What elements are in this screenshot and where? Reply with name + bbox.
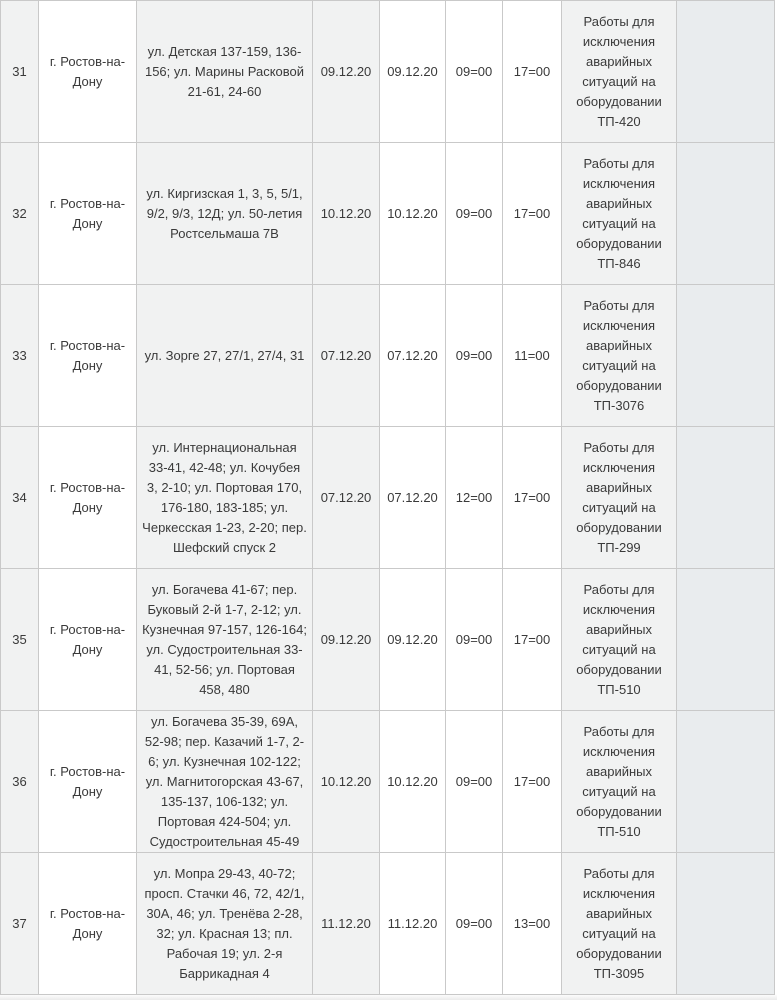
reason-cell: Работы для исключения аварийных ситуаций на оборудовании ТП-3095 [562, 853, 677, 995]
table-row [1, 427, 775, 569]
time-end-cell: 11=00 [503, 285, 562, 427]
date-start-cell: 07.12.20 [313, 427, 380, 569]
time-start-cell: 09=00 [446, 1, 503, 143]
row-number: 32 [1, 143, 39, 285]
reason-cell: Работы для исключения аварийных ситуаций на оборудовании ТП-299 [562, 427, 677, 569]
row-number: 31 [1, 1, 39, 143]
city-cell: г. Ростов-на-Дону [39, 427, 137, 569]
extra-cell [677, 427, 775, 569]
time-start-cell: 09=00 [446, 143, 503, 285]
row-number: 34 [1, 427, 39, 569]
date-start-cell: 09.12.20 [313, 1, 380, 143]
time-end-cell: 17=00 [503, 711, 562, 853]
date-start-cell: 09.12.20 [313, 569, 380, 711]
streets-cell: ул. Богачева 35-39, 69А, 52-98; пер. Казачий 1-7, 2-6; ул. Кузнечная 102-122; ул. Магнитогорская 43-67, 135-137, 106-132; ул. Портовая 424-504; ул. Судостроительная 45-49 [137, 711, 313, 853]
date-start-cell: 10.12.20 [313, 143, 380, 285]
date-end-cell: 11.12.20 [380, 853, 446, 995]
time-end-cell: 13=00 [503, 853, 562, 995]
extra-cell [677, 285, 775, 427]
table-row [1, 569, 775, 711]
table-row [1, 853, 775, 995]
city-cell: г. Ростов-на-Дону [39, 285, 137, 427]
streets-cell: ул. Киргизская 1, 3, 5, 5/1, 9/2, 9/3, 12Д; ул. 50-летия Ростсельмаша 7В [137, 143, 313, 285]
extra-cell [677, 711, 775, 853]
row-number: 33 [1, 285, 39, 427]
date-end-cell: 07.12.20 [380, 285, 446, 427]
time-start-cell: 12=00 [446, 427, 503, 569]
city-cell: г. Ростов-на-Дону [39, 711, 137, 853]
city-cell: г. Ростов-на-Дону [39, 143, 137, 285]
row-number: 36 [1, 711, 39, 853]
streets-cell: ул. Интернациональная 33-41, 42-48; ул. Кочубея 3, 2-10; ул. Портовая 170, 176-180, 183-185; ул. Черкесская 1-23, 2-20; пер. Шефский спуск 2 [137, 427, 313, 569]
date-start-cell: 10.12.20 [313, 711, 380, 853]
date-end-cell: 10.12.20 [380, 711, 446, 853]
time-start-cell: 09=00 [446, 569, 503, 711]
row-number: 37 [1, 853, 39, 995]
date-end-cell: 09.12.20 [380, 1, 446, 143]
reason-cell: Работы для исключения аварийных ситуаций на оборудовании ТП-420 [562, 1, 677, 143]
extra-cell [677, 1, 775, 143]
row-number: 35 [1, 569, 39, 711]
time-end-cell: 17=00 [503, 143, 562, 285]
time-start-cell: 09=00 [446, 853, 503, 995]
city-cell: г. Ростов-на-Дону [39, 569, 137, 711]
time-start-cell: 09=00 [446, 711, 503, 853]
time-start-cell: 09=00 [446, 285, 503, 427]
table-row [1, 143, 775, 285]
date-end-cell: 07.12.20 [380, 427, 446, 569]
date-start-cell: 07.12.20 [313, 285, 380, 427]
date-end-cell: 10.12.20 [380, 143, 446, 285]
date-start-cell: 11.12.20 [313, 853, 380, 995]
streets-cell: ул. Богачева 41-67; пер. Буковый 2-й 1-7, 2-12; ул. Кузнечная 97-157, 126-164; ул. Судостроительная 33-41, 52-56; ул. Портовая 458, 480 [137, 569, 313, 711]
streets-cell: ул. Мопра 29-43, 40-72; просп. Стачки 46, 72, 42/1, 30А, 46; ул. Тренёва 2-28, 32; ул. Красная 13; пл. Рабочая 19; ул. 2-я Баррикадная 4 [137, 853, 313, 995]
reason-cell: Работы для исключения аварийных ситуаций на оборудовании ТП-3076 [562, 285, 677, 427]
time-end-cell: 17=00 [503, 427, 562, 569]
table-row [1, 711, 775, 853]
extra-cell [677, 853, 775, 995]
bottom-fade [0, 994, 777, 1000]
reason-cell: Работы для исключения аварийных ситуаций на оборудовании ТП-510 [562, 569, 677, 711]
time-end-cell: 17=00 [503, 1, 562, 143]
reason-cell: Работы для исключения аварийных ситуаций на оборудовании ТП-510 [562, 711, 677, 853]
extra-cell [677, 569, 775, 711]
table-row [1, 285, 775, 427]
streets-cell: ул. Детская 137-159, 136-156; ул. Марины Расковой 21-61, 24-60 [137, 1, 313, 143]
city-cell: г. Ростов-на-Дону [39, 1, 137, 143]
city-cell: г. Ростов-на-Дону [39, 853, 137, 995]
reason-cell: Работы для исключения аварийных ситуаций на оборудовании ТП-846 [562, 143, 677, 285]
time-end-cell: 17=00 [503, 569, 562, 711]
table-row [1, 1, 775, 143]
extra-cell [677, 143, 775, 285]
date-end-cell: 09.12.20 [380, 569, 446, 711]
streets-cell: ул. Зорге 27, 27/1, 27/4, 31 [137, 285, 313, 427]
